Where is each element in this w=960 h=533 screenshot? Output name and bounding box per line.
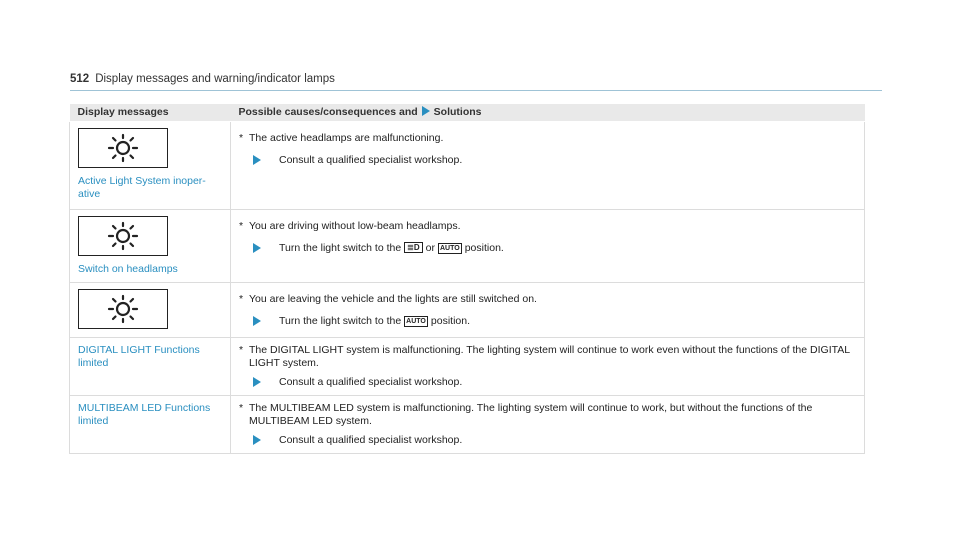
cause-label: The active headlamps are malfunctioning. <box>249 132 444 144</box>
headlamp-warning-icon <box>78 128 168 168</box>
cause-solution-cell <box>231 122 865 210</box>
low-beam-icon: ≣D <box>404 242 422 253</box>
step-arrow-icon <box>253 316 261 326</box>
solution-step <box>253 315 856 328</box>
bullet: * <box>239 402 244 414</box>
step-arrow-icon <box>253 155 261 165</box>
column-header-causes-label: Possible causes/consequences and <box>238 106 418 118</box>
headlamp-warning-icon <box>78 289 168 329</box>
solution-position: position. <box>430 315 470 327</box>
step-arrow-icon <box>253 435 261 445</box>
cause-solution-cell <box>231 338 865 396</box>
cause-text <box>239 402 856 428</box>
bullet: * <box>239 220 244 232</box>
bullet: * <box>239 132 244 144</box>
column-header-causes-solutions <box>231 104 865 122</box>
auto-light-icon: AUTO <box>406 318 426 325</box>
bullet: * <box>239 344 244 356</box>
bullet: * <box>239 293 244 305</box>
table-row <box>70 122 865 210</box>
table-row <box>70 396 865 454</box>
solution-arrow-icon <box>422 106 430 116</box>
headlamp-warning-icon <box>78 216 168 256</box>
solution-label: Consult a qualified specialist workshop. <box>279 376 463 388</box>
solution-label: Consult a qualified specialist workshop. <box>279 434 463 446</box>
page-header <box>70 72 882 91</box>
solution-step <box>253 154 856 167</box>
column-header-solutions-label: Solutions <box>433 106 482 118</box>
page-title: Display messages and warning/indicator lamps <box>95 73 335 85</box>
column-header-display-messages: Display messages <box>70 104 231 122</box>
solution-step <box>253 434 856 447</box>
cause-label: You are leaving the vehicle and the lights are still switched on. <box>249 293 537 305</box>
step-arrow-icon <box>253 243 261 253</box>
solution-label: Consult a qualified specialist workshop. <box>279 154 463 166</box>
message-title <box>78 175 222 201</box>
cause-solution-cell <box>231 210 865 283</box>
cause-text <box>239 293 856 306</box>
solution-position: position. <box>464 242 504 254</box>
message-title: DIGITAL LIGHT Functions limited <box>78 344 200 369</box>
table-header-row <box>70 104 865 122</box>
step-arrow-icon <box>253 377 261 387</box>
auto-light-icon: AUTO <box>440 245 460 252</box>
page-number: 512 <box>70 73 90 85</box>
message-title: MULTIBEAM LED Functions limited <box>78 402 211 427</box>
solution-label: Turn the light switch to the <box>279 315 402 327</box>
message-cell <box>70 338 231 396</box>
cause-solution-cell <box>231 283 865 338</box>
table-row <box>70 338 865 396</box>
cause-solution-cell <box>231 396 865 454</box>
message-cell <box>70 122 231 210</box>
message-cell <box>70 210 231 283</box>
solution-or: or <box>425 242 435 254</box>
solution-step <box>253 242 856 255</box>
cause-text <box>239 220 856 233</box>
cause-text <box>239 132 856 145</box>
message-title: Switch on headlamps <box>78 263 178 275</box>
message-cell <box>70 396 231 454</box>
message-title-text: Active Light System inoper- ative <box>78 175 206 200</box>
display-messages-table <box>69 104 865 454</box>
table-row <box>70 210 865 283</box>
solution-label: Turn the light switch to the <box>279 242 402 254</box>
message-cell <box>70 283 231 338</box>
cause-label: The MULTIBEAM LED system is malfunctioning. The lighting system will continue to work, but without the functions of the MULTIBEAM LED system. <box>249 402 813 427</box>
table-row <box>70 283 865 338</box>
cause-label: The DIGITAL LIGHT system is malfunctioning. The lighting system will continue to work even without the functions of the DIGITAL LIGHT system. <box>249 344 850 369</box>
cause-label: You are driving without low-beam headlamps. <box>249 220 461 232</box>
cause-text <box>239 344 856 370</box>
solution-step <box>253 376 856 389</box>
